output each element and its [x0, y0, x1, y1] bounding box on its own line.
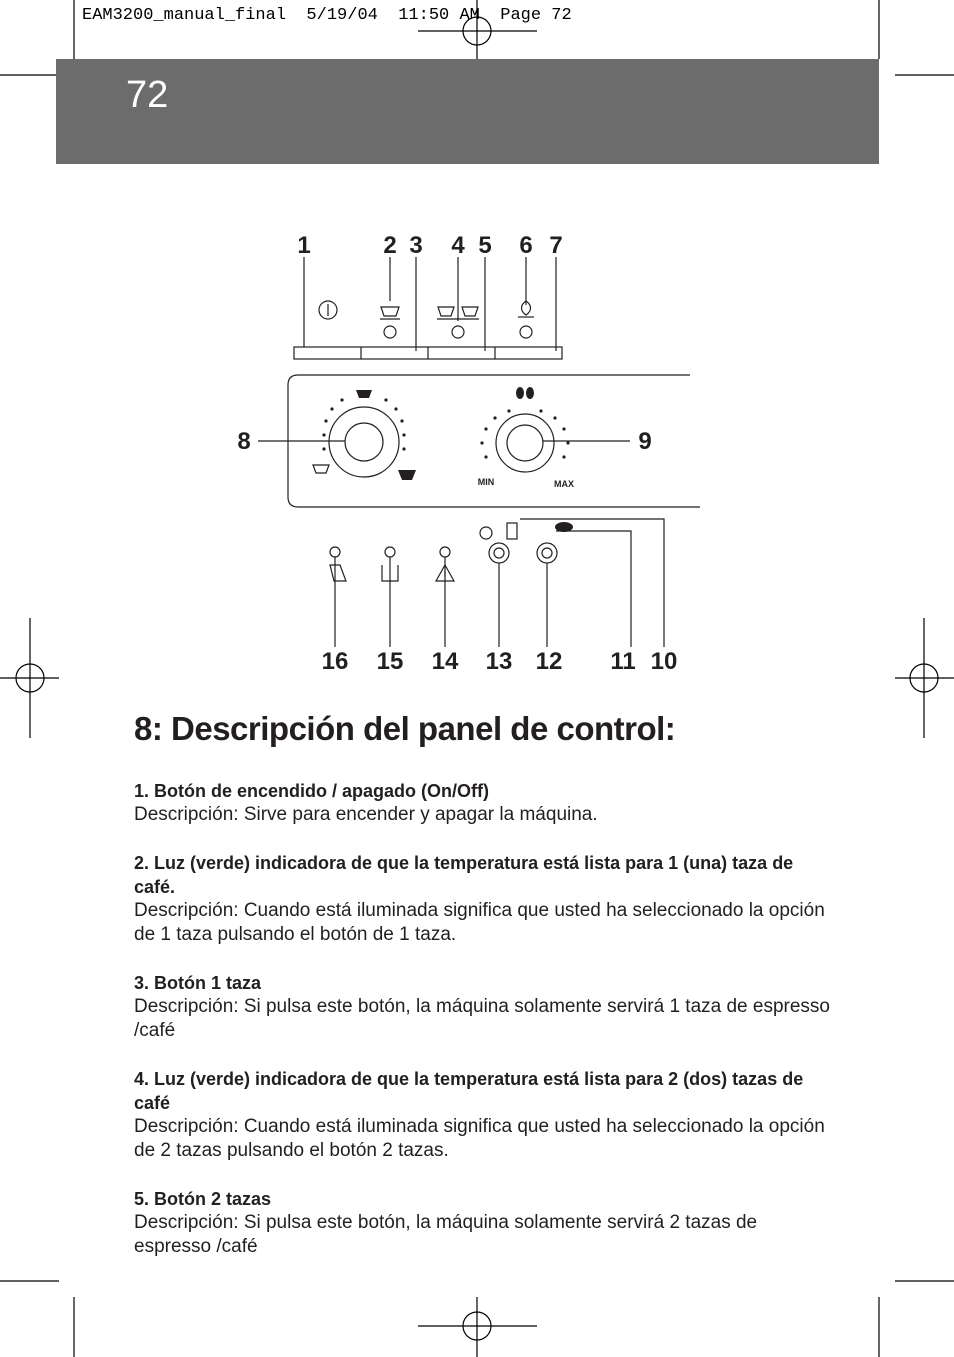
callout-4: 4	[451, 232, 465, 259]
item-title: 1. Botón de encendido / apagado (On/Off)	[134, 781, 489, 801]
header-banner	[56, 59, 879, 164]
callout-3: 3	[409, 232, 423, 259]
description-list	[134, 779, 834, 1283]
list-item	[134, 779, 834, 827]
callout-11: 11	[610, 648, 636, 675]
control-panel-diagram	[220, 225, 720, 685]
item-description: Descripción: Cuando está iluminada significa que usted ha seleccionado la opción de 2 tazas pulsando el botón 2 tazas.	[134, 1116, 825, 1161]
dial-max-label: MAX	[554, 479, 574, 489]
list-item	[134, 971, 834, 1043]
item-description: Descripción: Cuando está iluminada significa que usted ha seleccionado la opción de 1 taza pulsando el botón de 1 taza.	[134, 900, 825, 945]
callout-14: 14	[431, 648, 459, 675]
callout-6: 6	[519, 232, 533, 259]
callout-8: 8	[237, 428, 251, 455]
callout-2: 2	[383, 232, 397, 259]
list-item	[134, 851, 834, 947]
callout-9: 9	[638, 428, 652, 455]
item-title: 2. Luz (verde) indicadora de que la temperatura está lista para 1 (una) taza de café.	[134, 853, 794, 897]
item-description: Descripción: Sirve para encender y apagar la máquina.	[134, 804, 598, 825]
callout-16: 16	[321, 648, 349, 675]
item-description: Descripción: Si pulsa este botón, la máquina solamente servirá 2 tazas de espresso /café	[134, 1212, 758, 1257]
item-description: Descripción: Si pulsa este botón, la máquina solamente servirá 1 taza de espresso /café	[134, 996, 830, 1041]
item-title: 3. Botón 1 taza	[134, 973, 262, 993]
list-item	[134, 1067, 834, 1163]
callout-13: 13	[485, 648, 513, 675]
dial-min-label: MIN	[477, 477, 495, 487]
callout-12: 12	[535, 648, 563, 675]
page-number: 72	[126, 74, 169, 116]
callout-5: 5	[478, 232, 492, 259]
item-title: 5. Botón 2 tazas	[134, 1189, 272, 1209]
callout-1: 1	[297, 232, 311, 259]
section-title: 8: Descripción del panel de control:	[134, 710, 676, 747]
print-slug: EAM3200_manual_final 5/19/04 11:50 AM Page 72	[82, 6, 572, 25]
item-title: 4. Luz (verde) indicadora de que la temperatura está lista para 2 (dos) tazas de café	[134, 1069, 804, 1113]
callout-10: 10	[650, 648, 678, 675]
list-item	[134, 1187, 834, 1259]
callout-7: 7	[549, 232, 563, 259]
callout-15: 15	[376, 648, 404, 675]
